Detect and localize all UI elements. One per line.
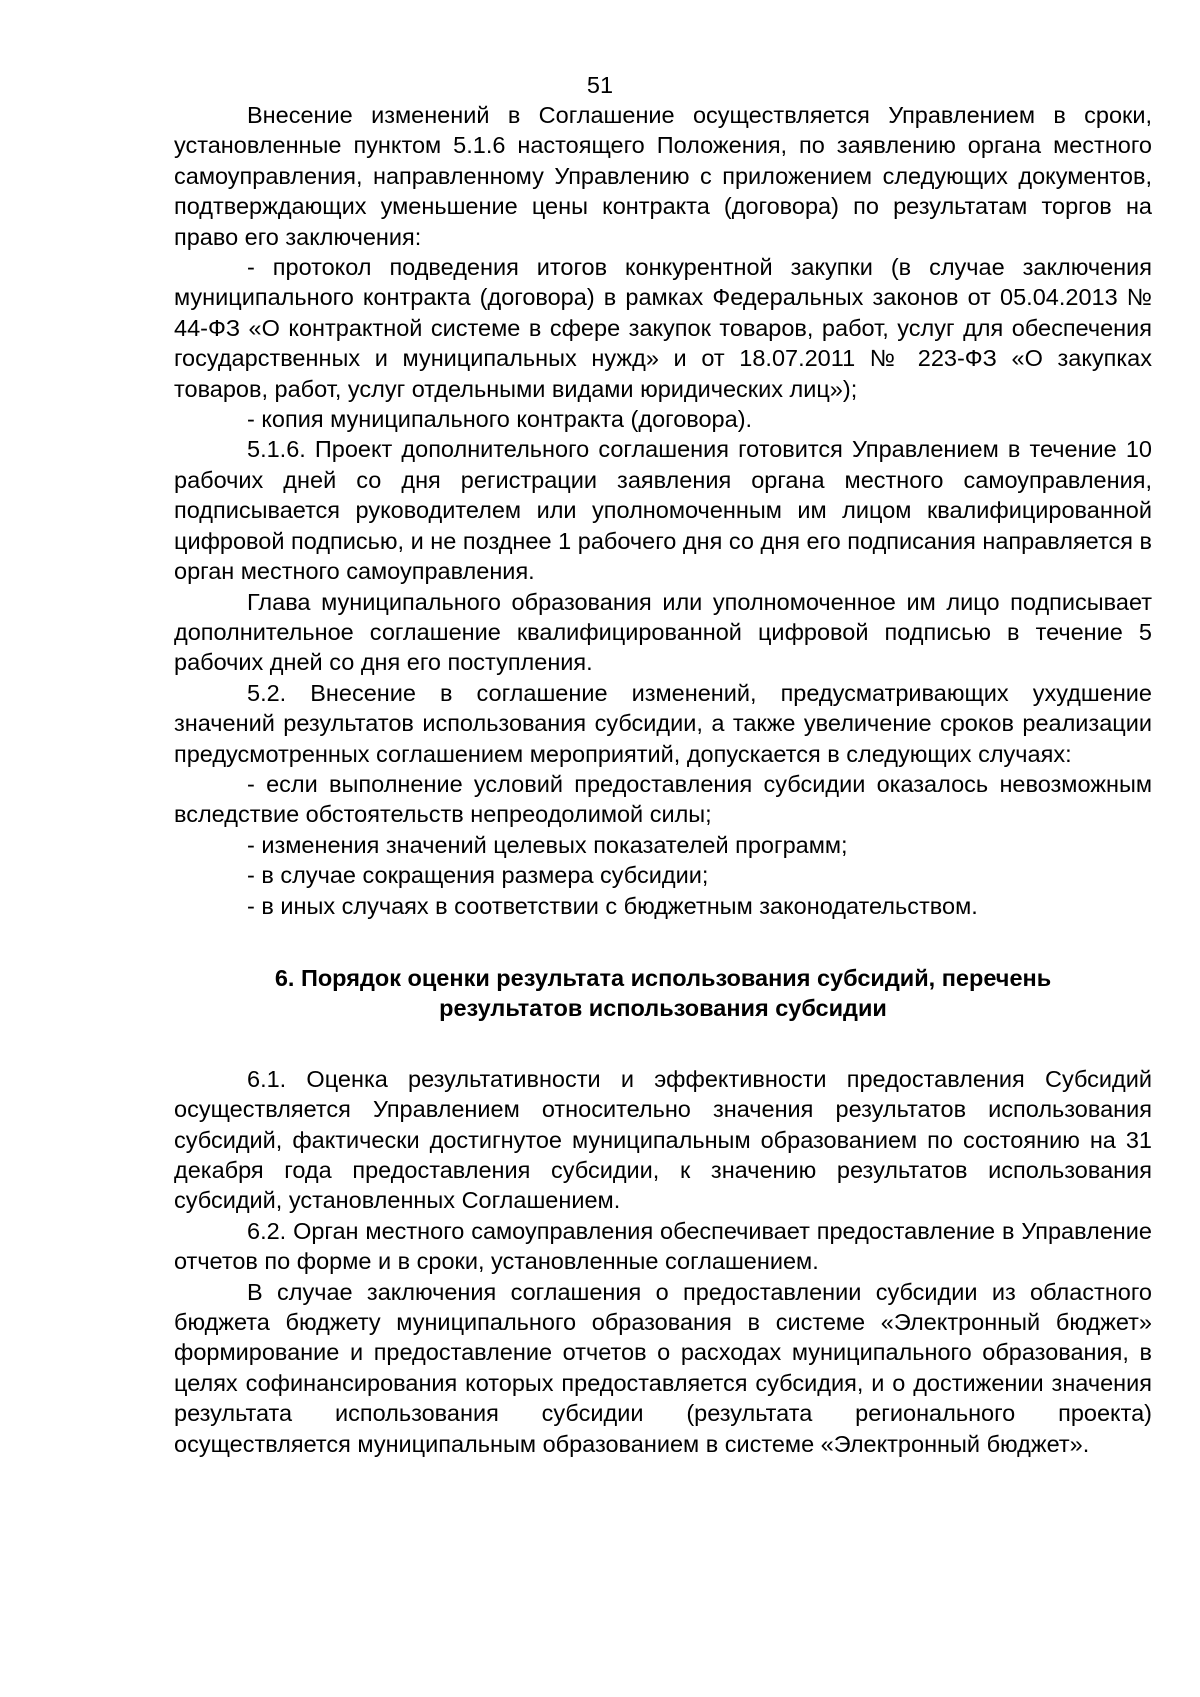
list-item: - протокол подведения итогов конкурентной закупки (в случае заключения муниципального контракта (договора) в рамках Федеральных законов от 05.04.2013 № 44-ФЗ «О контрактной системе в сфере закупок товаров, работ, услуг для обеспечения государственных и муниципальных нужд» и от 18.07.2011 № 223-ФЗ «О закупках товаров, работ, услуг отдельными видами юридических лиц»);	[174, 254, 1152, 402]
list-item: - в случае сокращения размера субсидии;	[247, 862, 709, 889]
list-item: - копия муниципального контракта (договора).	[247, 406, 753, 433]
document-body	[174, 100, 1152, 1459]
paragraph: 6.1. Оценка результативности и эффективности предоставления Субсидий осуществляется Управлением относительно значения результатов использования субсидий, фактически достигнутое муниципальным образованием по состоянию на 31 декабря года предоставления субсидии, к значению результатов использования субсидий, установленных Соглашением.	[174, 1065, 1152, 1214]
page-number: 51	[586, 72, 614, 98]
paragraph: Глава муниципального образования или уполномоченное им лицо подписывает дополнительное соглашение квалифицированной цифровой подписью в течение 5 рабочих дней со дня его поступления.	[174, 588, 1152, 676]
paragraph: Внесение изменений в Соглашение осуществляется Управлением в сроки, установленные пунктом 5.1.6 настоящего Положения, по заявлению органа местного самоуправления, направленному Управлению с приложением следующих документов, подтверждающих уменьшение цены контракта (договора) по результатам торгов на право его заключения:	[174, 102, 1152, 250]
section-heading-line-2: результатов использования субсидии	[439, 995, 887, 1022]
list-item: - в иных случаях в соответствии с бюджетным законодательством.	[247, 892, 978, 919]
paragraph: 6.2. Орган местного самоуправления обеспечивает предоставление в Управление отчетов по форме и в сроки, установленные соглашением.	[174, 1217, 1152, 1275]
section-heading	[174, 963, 1152, 1024]
list-item: - изменения значений целевых показателей программ;	[247, 831, 848, 858]
paragraph: В случае заключения соглашения о предоставлении субсидии из областного бюджета бюджету муниципального образования в системе «Электронный бюджет» формирование и предоставление отчетов о расходах муниципального образования, в целях софинансирования которых предоставляется субсидия, и о достижении значения результата использования субсидии (результата регионального проекта) осуществляется муниципальным образованием в системе «Электронный бюджет».	[174, 1278, 1152, 1457]
section-heading-line-1: 6. Порядок оценки результата использования субсидий, перечень	[274, 964, 1052, 991]
list-item: - если выполнение условий предоставления субсидии оказалось невозможным вследствие обстоятельств непреодолимой силы;	[174, 770, 1152, 828]
paragraph: 5.1.6. Проект дополнительного соглашения готовится Управлением в течение 10 рабочих дней со дня регистрации заявления органа местного самоуправления, подписывается руководителем или уполномоченным им лицом квалифицированной цифровой подписью, и не позднее 1 рабочего дня со дня его подписания направляется в орган местного самоуправления.	[174, 436, 1152, 585]
paragraph: 5.2. Внесение в соглашение изменений, предусматривающих ухудшение значений результатов использования субсидии, а также увеличение сроков реализации предусмотренных соглашением мероприятий, допускается в следующих случаях:	[174, 679, 1152, 767]
